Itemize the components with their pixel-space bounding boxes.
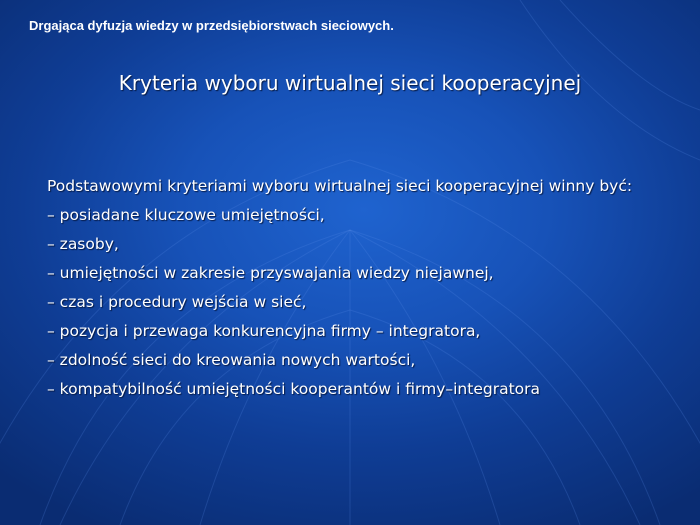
- slide-content: [47, 175, 657, 407]
- intro-text: Podstawowymi kryteriami wyboru wirtualnej sieci kooperacyjnej winny być:: [47, 177, 633, 195]
- list-item: – umiejętności w zakresie przyswajania wiedzy niejawnej,: [47, 264, 494, 282]
- list-item: – posiadane kluczowe umiejętności,: [47, 206, 325, 224]
- criteria-list: [47, 204, 657, 407]
- slide-title: Kryteria wyboru wirtualnej sieci kooperacyjnej: [118, 71, 582, 95]
- list-item: – pozycja i przewaga konkurencyjna firmy – integratora,: [47, 322, 481, 340]
- list-item: – zasoby,: [47, 235, 119, 253]
- list-item: – czas i procedury wejścia w sieć,: [47, 293, 307, 311]
- list-item: – kompatybilność umiejętności kooperantów i firmy–integratora: [47, 380, 541, 398]
- slide-header: Drgająca dyfuzja wiedzy w przedsiębiorstwach sieciowych.: [29, 18, 394, 33]
- list-item: – zdolność sieci do kreowania nowych wartości,: [47, 351, 416, 369]
